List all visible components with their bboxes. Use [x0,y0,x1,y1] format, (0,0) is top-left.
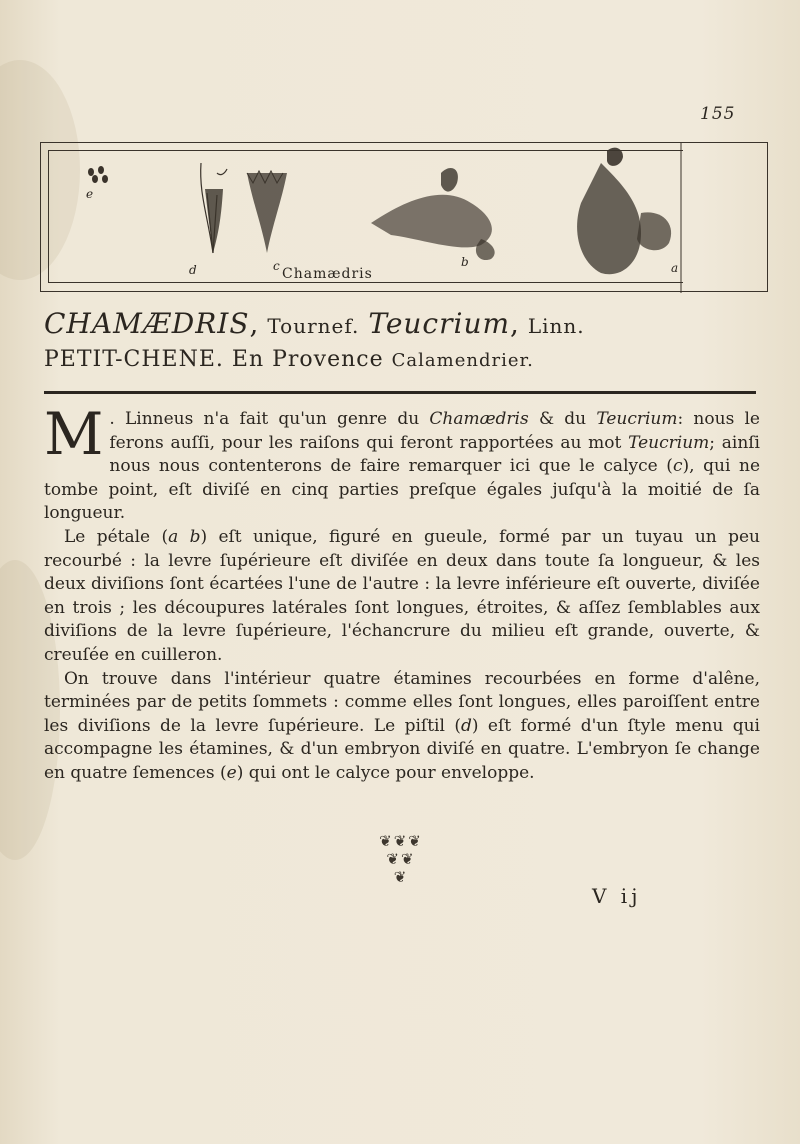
text-run: : nous le ferons auſſi, pour les raiſons qui feront rapportées au mot [109,409,760,453]
regional-name: Calamendrier. [391,350,534,371]
author-linnaeus: Linn. [527,314,585,338]
italic-run: a b [168,526,201,547]
plate-label-c: c [273,259,280,273]
author-tournefort: Tournef. [267,314,360,338]
italic-run: d [460,715,472,736]
seeds-illustration [88,166,108,183]
flower-a-illustration [577,148,671,275]
italic-run: Teucrium [596,409,678,429]
italic-run: Chamædris [429,409,529,429]
heading-rule [44,391,756,394]
calyx-c-illustration [247,171,287,253]
text-run: ) eſt formé d'un ſtyle menu qui accompagne les étamines, & d'un embryon diviſé en quatre. L'embryon ſe change en quatre ſemences ( [44,715,760,783]
text-run: ) qui ont le calyce pour enveloppe. [236,762,535,783]
text-run: On trouve dans l'intérieur quatre étamines recourbées en forme d'alêne, terminées par de petits ſommets : comme elles ſont longues, elles paroiſſent entre les diviſions de la levre ſupérieure. Le piſtil ( [44,668,760,736]
italic-run: Teucrium [628,432,710,453]
common-name: PETIT-CHENE. [44,347,224,372]
paragraph-calyx [44,400,760,526]
flower-b-illustration [371,168,495,260]
paragraph-petal [44,526,760,668]
genus-name: CHAMÆDRIS [44,307,250,340]
text-run: ), qui ne tombe point, eſt diviſé en cinq parties preſque égales juſqu'à la moitié de ſa longueur. [44,456,760,524]
italic-run: c [672,456,683,477]
drop-cap: M [44,400,104,468]
botanical-plate [40,142,768,292]
plate-label-d: d [189,263,197,277]
text-run: ; ainſi nous nous contenterons de faire remarquer ici que le calyce ( [109,432,760,477]
signature-mark: V ij [592,884,642,908]
fleuron-ornament-icon: ❦❦❦ ❦❦ ❦ [379,832,423,886]
plate-label-a: a [671,261,679,275]
synonym-name: Teucrium [368,307,511,340]
plate-label-b: b [461,255,469,269]
text-run: . Linneus n'a fait qu'un genre du [109,409,430,429]
text-run: Le pétale ( [64,526,169,547]
plate-engraving [41,143,769,293]
italic-run: e [226,762,237,783]
region-phrase: En Provence [231,347,384,372]
entry-subtitle [44,344,764,377]
text-run: & du [528,409,597,429]
plate-label-e: e [86,187,94,201]
page-number: 155 [700,104,736,124]
paragraph-stamens [44,668,760,786]
text-run: ) eſt unique, figuré en gueule, formé par un tuyau un peu recourbé : la levre ſupérieure eſt diviſée en deux dans toute ſa longueur, & les deux diviſions ſont écartées l'une de l'autre : la levre inférieure eſt ouverte, diviſée en trois ; les découpures latérales ſont longues, étroites, & aſſez ſemblables aux diviſions de la levre ſupérieure, l'échancrure du milieu eſt grande, ouverte, & creuſée en cuilleron. [44,526,760,665]
entry-title: CHAMÆDRIS, Tournef. Teucrium, Linn. [44,307,585,340]
entry-body [44,400,760,786]
plate-caption: Chamædris [282,266,373,282]
